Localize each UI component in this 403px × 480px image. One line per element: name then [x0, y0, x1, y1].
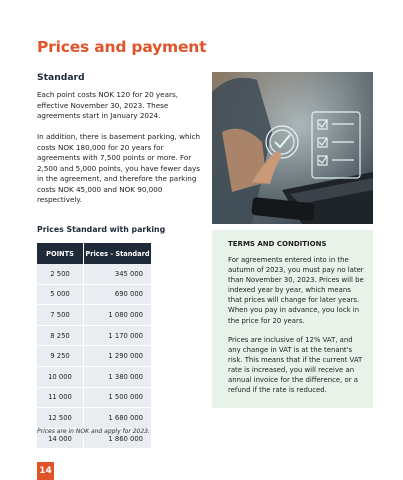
points-cell: 12 500 — [37, 408, 84, 429]
table-row — [37, 264, 151, 284]
points-cell: 8 250 — [37, 325, 84, 346]
table-row — [37, 284, 151, 305]
table-row — [37, 325, 151, 346]
terms-title: TERMS AND CONDITIONS — [228, 240, 327, 248]
table-row — [37, 408, 151, 429]
page-title: Prices and payment — [37, 38, 207, 56]
column-header-points: POINTS — [37, 243, 84, 264]
terms-box — [212, 230, 373, 408]
agreement-photo — [212, 72, 373, 224]
price-cell: 1 380 000 — [84, 366, 152, 387]
terms-paragraph-2: Prices are inclusive of 12% VAT, and any change in VAT is at the tenant's risk. This means that if the current VAT rate is increased, you will receive an annual invoice for the difference, or a refund if the rate is reduced. — [228, 336, 363, 395]
table-row — [37, 366, 151, 387]
points-cell: 11 000 — [37, 387, 84, 408]
price-cell: 690 000 — [84, 284, 152, 305]
price-table-header-row — [37, 243, 151, 264]
standard-paragraph-1: Each point costs NOK 120 for 20 years, effective November 30, 2023. These agreements start in January 2024. — [37, 90, 178, 120]
price-cell: 1 080 000 — [84, 305, 152, 326]
standard-paragraph-2: In addition, there is basement parking, which costs NOK 180,000 for 20 years for agreements with 7,500 points or more. For 2,500 and 5,000 points, you have fewer days in the agreement, and therefore the parking costs NOK 45,000 and NOK 90,000 respectively. — [37, 132, 201, 204]
table-row — [37, 387, 151, 408]
price-cell: 1 860 000 — [84, 428, 152, 449]
points-cell: 10 000 — [37, 366, 84, 387]
price-cell: 1 170 000 — [84, 325, 152, 346]
points-cell: 9 250 — [37, 346, 84, 367]
page-number: 14 — [37, 462, 54, 480]
price-cell: 1 500 000 — [84, 387, 152, 408]
terms-paragraph-1: For agreements entered into in the autumn of 2023, you must pay no later than November 30, 2023. Prices will be indexed year by year, which means that prices will change for later years. When you pay in advance, you lock in the price for 20 years. — [228, 256, 364, 325]
points-cell: 5 000 — [37, 284, 84, 305]
price-cell: 1 680 000 — [84, 408, 152, 429]
standard-heading: Standard — [37, 72, 85, 83]
price-table-note: Prices are in NOK and apply for 2023. — [37, 428, 150, 435]
column-header-price: Prices - Standard — [84, 243, 152, 264]
price-cell: 345 000 — [84, 264, 152, 284]
table-row — [37, 346, 151, 367]
price-table-heading: Prices Standard with parking — [37, 225, 166, 234]
points-cell: 7 500 — [37, 305, 84, 326]
table-row — [37, 305, 151, 326]
points-cell: 14 000 — [37, 428, 84, 449]
points-cell: 2 500 — [37, 264, 84, 284]
price-cell: 1 290 000 — [84, 346, 152, 367]
price-table — [37, 243, 151, 449]
